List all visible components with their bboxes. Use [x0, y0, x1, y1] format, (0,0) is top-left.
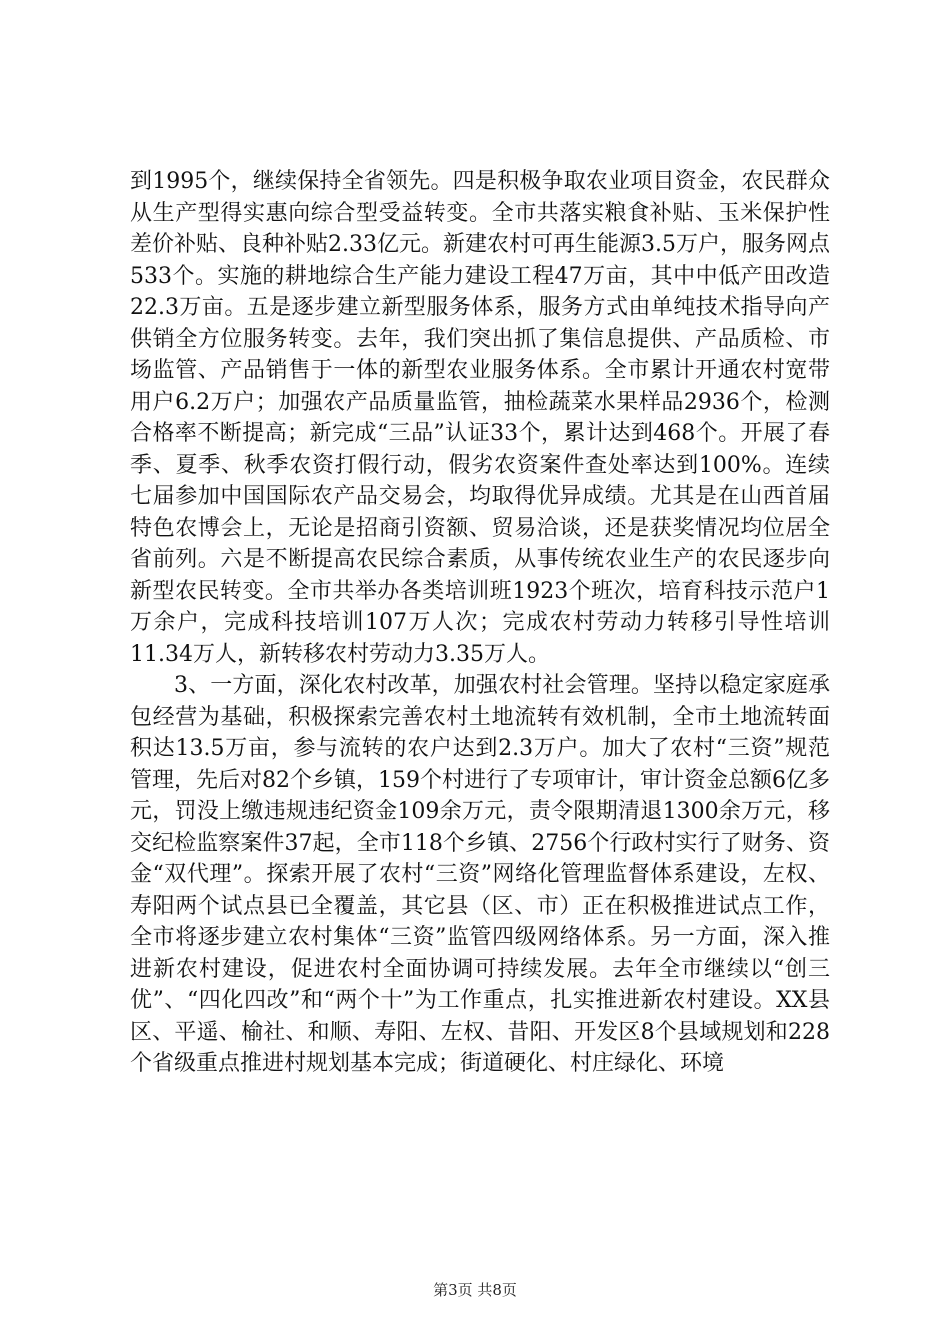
- paragraph-section-3: 3、一方面，深化农村改革，加强农村社会管理。坚持以稳定家庭承包经营为基础，积极探索完善农村土地流转有效机制，全市土地流转面积达13.5万亩，参与流转的农户达到2.3万户。加大了农村“三资”规范管理，先后对82个乡镇，159个村进行了专项审计，审计资金总额6亿多元，罚没上缴违规违纪资金109余万元，责令限期清退1300余万元，移交纪检监察案件37起，全市118个乡镇、2756个行政村实行了财务、资金“双代理”。探索开展了农村“三资”网络化管理监督体系建设，左权、寿阳两个试点县已全覆盖，其它县（区、市）正在积极推进试点工作，全市将逐步建立农村集体“三资”监管四级网络体系。另一方面，深入推进新农村建设，促进农村全面协调可持续发展。去年全市继续以“创三优”、“四化四改”和“两个十”为工作重点，扎实推进新农村建设。XX县区、平遥、榆社、和顺、寿阳、左权、昔阳、开发区8个县域规划和228个省级重点推进村规划基本完成；街道硬化、村庄绿化、环境: [130, 673, 830, 1076]
- document-body: [130, 166, 830, 1080]
- page-footer: 第3页 共8页: [433, 1281, 517, 1299]
- paragraph-continued: 到1995个，继续保持全省领先。四是积极争取农业项目资金，农民群众从生产型得实惠向综合型受益转变。全市共落实粮食补贴、玉米保护性差价补贴、良种补贴2.33亿元。新建农村可再生能源3.5万户，服务网点533个。实施的耕地综合生产能力建设工程47万亩，其中中低产田改造22.3万亩。五是逐步建立新型服务体系，服务方式由单纯技术指导向产供销全方位服务转变。去年，我们突出抓了集信息提供、产品质检、市场监管、产品销售于一体的新型农业服务体系。全市累计开通农村宽带用户6.2万户；加强农产品质量监管，抽检蔬菜水果样品2936个，检测合格率不断提高；新完成“三品”认证33个，累计达到468个。开展了春季、夏季、秋季农资打假行动，假劣农资案件查处率达到100%。连续七届参加中国国际农产品交易会，均取得优异成绩。尤其是在山西首届特色农博会上，无论是招商引资额、贸易洽谈，还是获奖情况均位居全省前列。六是不断提高农民综合素质，从事传统农业生产的农民逐步向新型农民转变。全市共举办各类培训班1923个班次，培育科技示范户1万余户，完成科技培训107万人次；完成农村劳动力转移引导性培训11.34万人，新转移农村劳动力3.35万人。: [130, 169, 830, 667]
